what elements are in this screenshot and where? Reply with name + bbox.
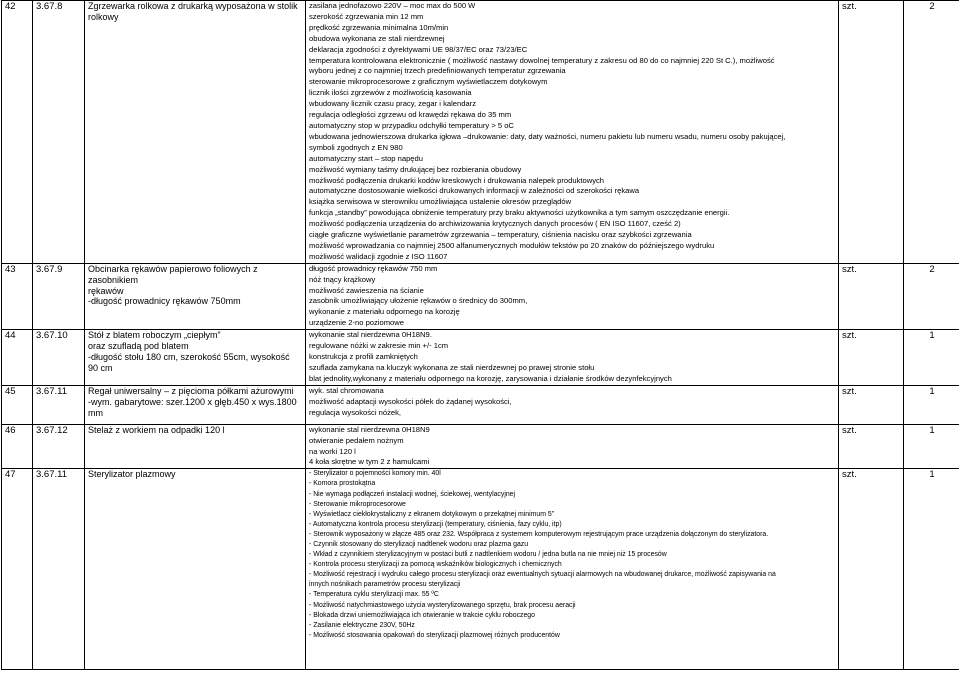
spec-line: wyk. stal chromowana [309, 385, 384, 395]
table-row [2, 263, 959, 329]
spec-line: możliwość podłączenia urządzenia do archiwizowania krytycznych danych procesów ( EN ISO 11607, cześć 2) [309, 219, 681, 229]
item-code [33, 263, 85, 329]
quantity-cell [904, 385, 959, 424]
unit-text: szt. [842, 1, 857, 12]
spec-line: wyboru jednej z co najmniej trzech predefiniowanych temperatur zgrzewania [309, 66, 566, 76]
quantity-cell [904, 424, 959, 469]
spec-line: automatyczne dostosowanie wielkości drukowanych informacji w zależności od szerokości rękawa [309, 186, 640, 196]
spec-line: obudowa wykonana ze stali nierdzewnej [309, 33, 445, 43]
quantity-cell [904, 469, 959, 670]
item-name-line: -długość stołu 180 cm, szerokość 55cm, wysokość 90 cm [88, 352, 290, 373]
item-name-line: -wym. gabarytowe: szer.1200 x głęb.450 x wys.1800 mm [88, 396, 297, 418]
spec-line: możliwość zawieszenia na ścianie [309, 285, 424, 295]
spec-line: zasilana jednofazowo 220V – moc max do 500 W [309, 1, 476, 10]
quantity-text: 2 [929, 263, 935, 275]
item-name-line: Regał uniwersalny – z pięcioma półkami ażurowymi [88, 385, 294, 396]
spec-line: konstrukcja z profili zamkniętych [309, 352, 418, 361]
unit-cell [839, 1, 904, 264]
unit-text: szt. [842, 330, 857, 342]
item-specification [306, 385, 839, 424]
spec-line: - Zasilanie elektryczne 230V, 50Hz [309, 621, 415, 629]
spec-line: automatyczny start – stop napędu [309, 153, 423, 163]
spec-line: zasobnik umożliwiający ułożenie rękawów o średnicy do 300mm, [309, 296, 528, 306]
row-number-text: 44 [5, 330, 16, 342]
item-code-text: 3.67.9 [36, 263, 63, 275]
item-code [33, 1, 85, 264]
spec-line: regulowane nóżki w zakresie min +/- 1cm [309, 341, 449, 351]
spec-line: - Nie wymaga podłączeń instalacji wodnej, ściekowej, wentylacyjnej [309, 490, 516, 498]
row-number [2, 1, 33, 264]
row-number-text: 45 [5, 385, 16, 397]
row-number [2, 263, 33, 329]
spec-line: szerokość zgrzewania min 12 mm [309, 11, 424, 21]
item-name [85, 263, 306, 329]
quantity-cell [904, 263, 959, 329]
row-number-text: 46 [5, 424, 16, 436]
item-code-text: 3.67.8 [36, 1, 63, 12]
row-number-text: 42 [5, 1, 16, 12]
unit-text: szt. [842, 424, 857, 436]
specification-table [1, 0, 959, 670]
spec-line: możliwość adaptacji wysokości półek do żądanej wysokości, [309, 396, 512, 406]
item-name [85, 1, 306, 264]
spec-line: - Możliwość stosowania opakowań do sterylizacji plazmowej różnych producentów [309, 631, 560, 639]
spec-line: - Kontrola procesu sterylizacji za pomocą wskaźników biologicznych i chemicznych [309, 561, 562, 569]
spec-line: urządzenie 2-no poziomowe [309, 318, 404, 328]
item-name-line: rękawów [88, 285, 124, 296]
spec-line: - Sterylizator o pojemności komory min. 40l [309, 470, 441, 478]
spec-line: ciągłe graficzne wyświetlanie parametrów zgrzewania – temperatury, ciśnienia nacisku oraz szybkości zgrzewania [309, 230, 692, 240]
item-name [85, 385, 306, 424]
item-code-text: 3.67.12 [36, 424, 68, 436]
table-row [2, 469, 959, 670]
item-code-text: 3.67.10 [36, 330, 68, 342]
spec-line: wbudowany licznik czasu pracy, zegar i kalendarz [309, 99, 476, 109]
spec-line: - Sterowanie mikroprocesorowe [309, 500, 406, 508]
item-code-text: 3.67.11 [36, 385, 67, 397]
quantity-text: 1 [929, 424, 935, 436]
unit-cell [839, 469, 904, 670]
item-name-line: -długość prowadnicy rękawów 750mm [88, 296, 241, 307]
item-name [85, 469, 306, 670]
spec-line: sterowanie mikroprocesorowe z graficznym wyświetlaczem dotykowym [309, 77, 548, 87]
item-specification [306, 469, 839, 670]
spec-line: regulacja wysokości nóżek, [309, 407, 402, 417]
item-specification [306, 330, 839, 386]
spec-line: - Blokada drzwi uniemożliwiająca ich otwieranie w trakcie cyklu roboczego [309, 611, 535, 619]
item-name-line: oraz szufladą pod blatem [88, 341, 189, 352]
spec-line: wykonanie stal nierdzewna 0H18N9 [309, 424, 430, 434]
spec-line: prędkość zgrzewania minimalna 10m/min [309, 22, 449, 32]
quantity-text: 1 [929, 385, 935, 397]
table-row [2, 330, 959, 386]
item-specification [306, 1, 839, 264]
spec-line: możliwość wymiany taśmy drukującej bez rozbierania obudowy [309, 164, 522, 174]
spec-line: temperatura kontrolowana elektronicznie ( możliwość nastawy dowolnej temperatury z zakresu od 80 do co najmniej 220 St C.), możliwość [309, 55, 775, 65]
spec-line: - Temperatura cyklu sterylizacji max. 55 ºC [309, 591, 439, 599]
spec-line: 4 koła skrętne w tym 2 z hamulcami [309, 457, 430, 467]
spec-line: - Automatyczna kontrola procesu sterylizacji (temperatury, ciśnienia, fazy cyklu, itp) [309, 520, 562, 528]
spec-line: automatyczny stop w przypadku odchyłki temperatury > 5 oC [309, 120, 514, 130]
item-code [33, 424, 85, 469]
quantity-text: 1 [929, 469, 935, 481]
quantity-cell [904, 330, 959, 386]
row-number-text: 47 [5, 469, 16, 481]
spec-line: deklaracja zgodności z dyrektywami UE 98/37/EC oraz 73/23/EC [309, 44, 528, 54]
row-number-text: 43 [5, 263, 16, 275]
spec-line: symboli zgodnych z EN 980 [309, 142, 403, 152]
spec-line: - Wyświetlacz ciekłokrystaliczny z ekranem dotykowym o przekątnej minimum 5” [309, 510, 555, 518]
item-code-text: 3.67.11 [36, 469, 67, 481]
row-number [2, 469, 33, 670]
item-code [33, 385, 85, 424]
spec-line: blat jednolity,wykonany z materiału odpornego na korozję, zarysowania i działanie środków dezynfekcyjnych [309, 373, 672, 383]
item-name-line: Obcinarka rękawów papierowo foliowych z zasobnikiem [88, 263, 258, 285]
spec-line: - Komora prostokątna [309, 480, 376, 488]
spec-line: książka serwisowa w sterowniku umożliwiająca ustalenie okresów przeglądów [309, 197, 572, 207]
unit-cell [839, 385, 904, 424]
spec-line: innych nośnikach parametrów procesu sterylizacji [309, 581, 461, 589]
item-specification [306, 424, 839, 469]
item-code [33, 469, 85, 670]
item-name [85, 330, 306, 386]
spec-line: nóż tnący krążkowy [309, 274, 376, 284]
spec-line: otwieranie pedałem nożnym [309, 435, 404, 445]
spec-line: wykonanie stal nierdzewna 0H18N9. [309, 330, 432, 340]
row-number [2, 330, 33, 386]
table-row [2, 1, 959, 264]
spec-line: możliwość wprowadzania co najmniej 2500 alfanumerycznych modułów tekstów po 20 znaków do późniejszego wydruku [309, 240, 715, 250]
row-number [2, 424, 33, 469]
spec-line: możliwość podłączenia drukarki kodów kreskowych i drukowania nalepek produktowych [309, 175, 605, 185]
item-specification [306, 263, 839, 329]
item-name-line: Stół z blatem roboczym „ciepłym” [88, 330, 221, 341]
item-name [85, 424, 306, 469]
spec-line: możliwość walidacji zgodnie z ISO 11607 [309, 251, 448, 261]
spec-line: - Wkład z czynnikiem sterylizacyjnym w postaci butli z nadtlenkiem wodoru / jedna butla na nie mniej niż 15 procesów [309, 551, 667, 559]
item-name-line: Stelaż z workiem na odpadki 120 l [88, 424, 225, 435]
unit-cell [839, 263, 904, 329]
unit-cell [839, 424, 904, 469]
quantity-text: 1 [929, 330, 935, 342]
spec-line: regulacja odległości zgrzewu od krawędzi rękawa do 35 mm [309, 110, 512, 120]
table-row [2, 424, 959, 469]
spec-line: - Możliwość rejestracji i wydruku całego procesu sterylizacji oraz ewentualnych sytuacji alarmowych na wbudowanej drukarce, możliwość zapisywania na [309, 571, 776, 579]
spec-line: funkcja „standby” powodująca obniżenie temperatury przy braku aktywności użytkownika a tym samym oszczędzanie energii. [309, 208, 730, 218]
spec-line: - Możliwość natychmiastowego użycia wysterylizowanego sprzętu, brak procesu aeracji [309, 601, 576, 609]
unit-text: szt. [842, 469, 857, 481]
spec-line: długość prowadnicy rękawów 750 mm [309, 263, 438, 273]
unit-text: szt. [842, 263, 857, 275]
row-number [2, 385, 33, 424]
quantity-text: 2 [929, 1, 935, 12]
spec-line: na worki 120 l [309, 446, 356, 456]
item-name-line: Sterylizator plazmowy [88, 469, 176, 480]
item-code [33, 330, 85, 386]
spec-line: szuflada zamykana na kluczyk wykonana ze stali nierdzewnej po prawej stronie stołu [309, 362, 595, 372]
spec-line: - Sterownik wyposażony w złącze 485 oraz 232. Współpraca z systemem komputerowym rejestrującym prace urządzenia dołączonym do sterylizatora. [309, 530, 769, 538]
unit-cell [839, 330, 904, 386]
spec-line: licznik ilości zgrzewów z możliwością kasowania [309, 88, 472, 98]
spec-line: wbudowana jednowierszowa drukarka igłowa –drukowanie: daty, daty ważności, numeru pakietu lub numeru wsadu, numeru osoby pakującej, [309, 131, 786, 141]
spec-line: - Czynnik stosowany do sterylizacji nadtlenek wodoru oraz plazma gazu [309, 541, 529, 548]
item-name-line: Zgrzewarka rolkowa z drukarką wyposażona w stolik rolkowy [88, 1, 298, 22]
quantity-cell [904, 1, 959, 264]
table-row [2, 385, 959, 424]
unit-text: szt. [842, 385, 857, 397]
spec-line: wykonanie z materiału odpornego na korozję [309, 307, 460, 317]
